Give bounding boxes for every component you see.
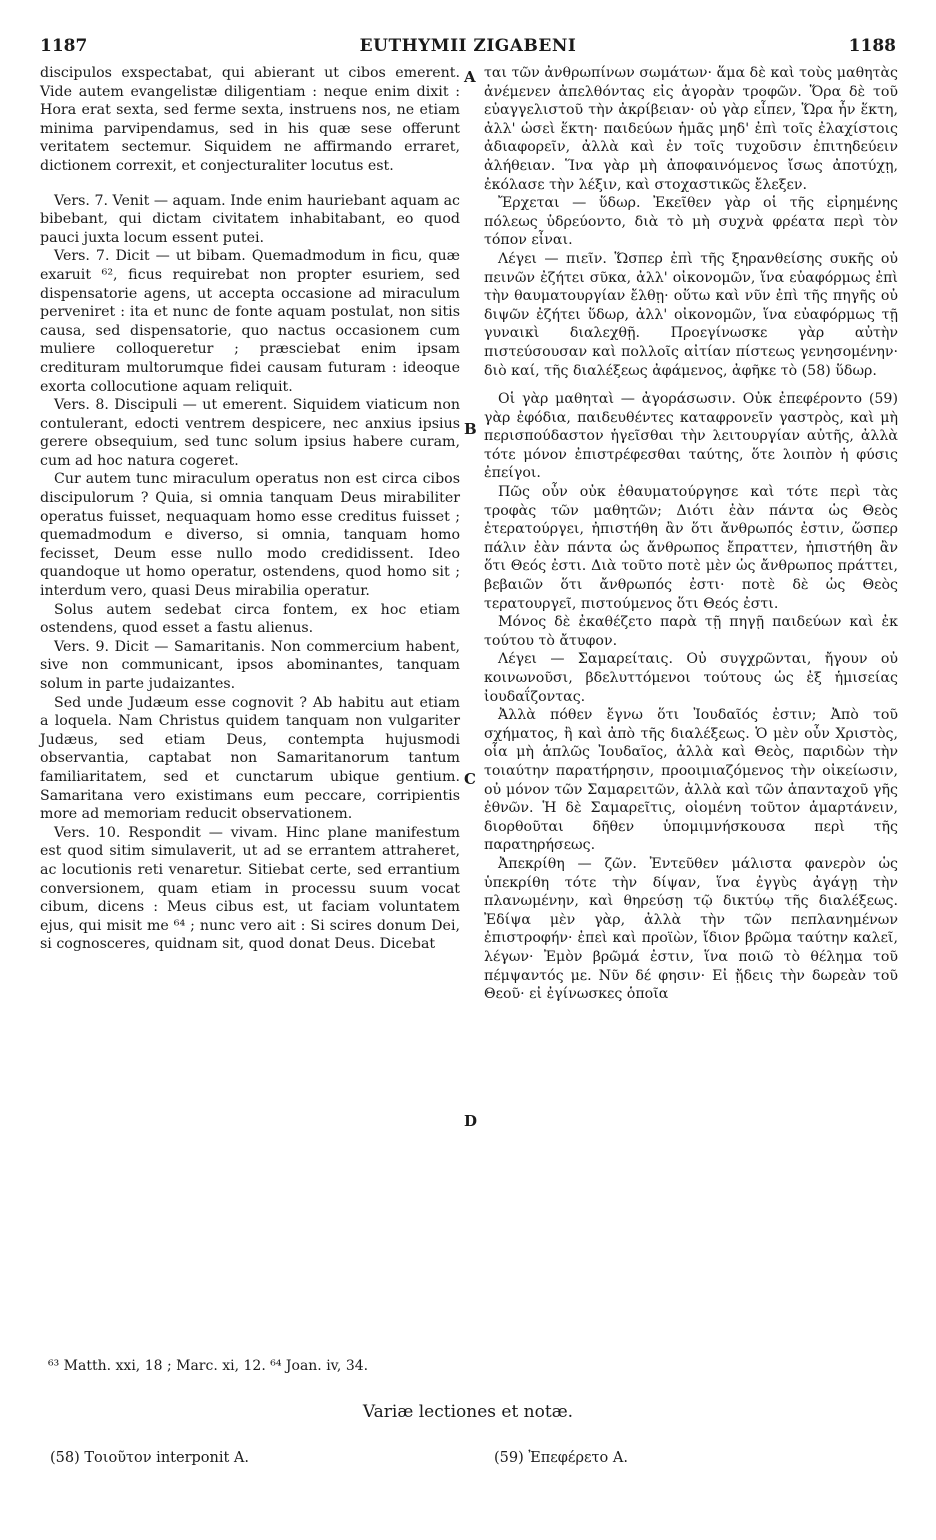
footnotes: ⁶³ Matth. xxi, 18 ; Marc. xi, 12. ⁶⁴ Joan. iv, 34. bbox=[48, 1358, 369, 1374]
latin-paragraph: Vers. 8. Discipuli — ut emerent. Siquidem viaticum non contulerant, edocti ventrem despicere, nec anxius ipsius gerere obsequium, sed tunc solum ipsius habere curam, cum ad hoc natura cogeret. bbox=[40, 397, 460, 469]
greek-paragraph: Ἔρχεται — ὕδωρ. Ἐκεῖθεν γὰρ οἱ τῆς εἰρημένης πόλεως ὑδρεύοντο, διὰ τὸ μὴ συχνὰ φρέατα περὶ τὸν τόπον εἶναι. bbox=[484, 195, 898, 249]
page-header bbox=[0, 36, 936, 62]
margin-marker-d: D bbox=[464, 1112, 478, 1130]
latin-paragraph: Cur autem tunc miraculum operatus non est circa cibos discipulorum ? Quia, si omnia tanquam Deus mirabiliter operatus fuisset, nequaquam homo esse creditus fuisset ; quemadmodum e diverso, si omnia, tanquam homo fecisset, Deum esse nullo modo credidissent. Ideo quandoque ut homo operatur, ostendens, quod homo sit ; interdum vero, quasi Deus mirabilia operatur. bbox=[40, 471, 460, 600]
page-number-left: 1187 bbox=[40, 36, 88, 56]
greek-paragraph: Ἀπεκρίθη — ζῶν. Ἐντεῦθεν μάλιστα φανερὸν ὡς ὑπεκρίθη τότε τὴν δίψαν, ἵνα ἐγγὺς ἀγάγῃ τὴν πλανωμένην, καὶ θηρεύσῃ τῷ δικτύῳ τῆς διαλέξεως. Ἐδίψα μὲν γὰρ, ἀλλὰ τὴν τῶν πεπλανημένων ἐπιστροφήν· ἐπεὶ καὶ προϊὼν, ἴδιον βρῶμα ταύτην καλεῖ, λέγων· Ἐμὸν βρῶμά ἐστιν, ἵνα ποιῶ τὸ θέλημα τοῦ πέμψαντός με. Νῦν δέ φησιν· Εἰ ᾔδεις τὴν δωρεὰν τοῦ Θεοῦ· εἰ ἐγίνωσκες ὁποῖα bbox=[484, 855, 898, 1003]
greek-paragraph: Ἀλλὰ πόθεν ἔγνω ὅτι Ἰουδαῖός ἐστιν; Ἀπὸ τοῦ σχήματος, ἢ καὶ ἀπὸ τῆς διαλέξεως. Ὁ μὲν οὖν Χριστὸς, οἷα μὴ ἁπλῶς Ἰουδαῖος, ἀλλὰ καὶ Θεὸς, παριδὼν τὴν τοιαύτην παρατήρησιν, προοιμιαζόμενος τὴν οἰκείωσιν, οὐ μόνον τῶν Σαμαρειτῶν, ἀλλὰ καὶ τῶν ἁπανταχοῦ γῆς ἐθνῶν. Ἡ δὲ Σαμαρεῖτις, οἰομένη τοῦτον ἁμαρτάνειν, διορθοῦται δῆθεν ὑπομιμνήσκουσα περὶ τῆς παρατηρήσεως. bbox=[484, 707, 898, 854]
greek-paragraph: Μόνος δὲ ἐκαθέζετο παρὰ τῇ πηγῇ παιδεύων καὶ ἐκ τούτου τὸ ἄτυφον. bbox=[484, 614, 898, 649]
page-number-right: 1188 bbox=[848, 36, 896, 56]
greek-paragraph: ται τῶν ἀνθρωπίνων σωμάτων· ἅμα δὲ καὶ τοὺς μαθητὰς ἀνέμενεν ἀπελθόντας εἰς ἀγορὰν τροφῶν. Ὅρα δὲ τοῦ εὐαγγελιστοῦ τὴν ἀκρίβειαν· οὐ γὰρ εἶπεν, Ὥρα ἦν ἕκτη, ἀλλ' ὡσεὶ ἕκτη· παιδεύων ἡμᾶς μηδ' ἐπὶ τοῖς ἐλαχίστοις ἀδιαφορεῖν, ἀλλὰ καὶ ἐν τοῖς τυχοῦσιν ἐπιτηδεύειν ἀλήθειαν. Ἵνα γὰρ μὴ ἀποφαινόμενος ἴσως ἀποτύχῃ, ἐκόλασε τὴν λέξιν, καὶ στοχαστικῶς ἔλεξεν. bbox=[484, 65, 898, 193]
latin-paragraph: discipulos exspectabat, qui abierant ut cibos emerent. Vide autem evangelistæ diligentiam : neque enim dixit : Hora erat sexta, sed ferme sexta, instruens nos, ne etiam minima parvipendamus, sed in his quæ sese offerunt veritatem sectemur. Siquidem ne affirmando erraret, dictionem correxit, et conjecturaliter locutus est. bbox=[40, 65, 460, 174]
margin-marker-b: B bbox=[464, 420, 477, 438]
variant-note-59: (59) Ἐπεφέρετο A. bbox=[494, 1450, 628, 1466]
latin-paragraph: Vers. 7. Dicit — ut bibam. Quemadmodum in ficu, quæ exaruit ⁶², ficus requirebat non propter esuriem, sed dispensatorie agens, ut accepta occasione ad miraculum perveniret : ita et nunc de fonte aquam postulat, non sitis causa, sed dispensatorie, quo nactus occasionem cum muliere colloqueretur ; præsciebat enim ipsam credituram multorumque fidei causam futuram : ideoque exorta collocutione aquam reliquit. bbox=[40, 248, 460, 395]
margin-marker-a: A bbox=[464, 68, 476, 86]
margin-marker-c: C bbox=[464, 770, 476, 788]
greek-paragraph: Λέγει — πιεῖν. Ὥσπερ ἐπὶ τῆς ξηρανθείσης συκῆς οὐ πεινῶν ἐζήτει σῦκα, ἀλλ' οἰκονομῶν, ἵνα εὐαφόρμως ἐπὶ τὴν θαυματουργίαν ἔλθῃ· οὕτω καὶ νῦν ἐπὶ τῆς πηγῆς οὐ διψῶν ἐζήτει ὕδωρ, ἀλλ' οἰκονομῶν, ἵνα εὐαφόρμως τῇ γυναικὶ διαλεχθῇ. Προεγίνωσκε γὰρ αὐτὴν πιστεύσουσαν καὶ πολλοῖς αἰτίαν πίστεως γενησομένην· διὸ καί, τῆς διαλέξεως ἀφάμενος, ἀφῆκε τὸ (58) ὕδωρ. bbox=[484, 250, 898, 379]
running-title: EUTHYMII ZIGABENI bbox=[359, 36, 577, 56]
latin-paragraph: Sed unde Judæum esse cognovit ? Ab habitu aut etiam a loquela. Nam Christus quidem tanquam non vulgariter Judæus, sed etiam Deus, contempta hujusmodi observantia, captabat non Samaritanorum tantum familiaritatem, sed et cunctarum ubique gentium. Samaritana vero existimans eum peccare, corripientis more ad memoriam reducit observationem. bbox=[40, 694, 460, 823]
greek-paragraph: Πῶς οὖν οὐκ ἐθαυματούργησε καὶ τότε περὶ τὰς τροφὰς τῶν μαθητῶν; Διότι ἐὰν πάντα ὡς Θεὸς ἐτερατούργει, ἠπιστήθη ἂν ὅτι ἄνθρωπός ἐστιν, ὥσπερ πάλιν ἐὰν πάντα ὡς ἄνθρωπος ἔπραττεν, ἠπιστήθη ἂν ὅτι Θεός ἐστι. Διὰ τοῦτο ποτὲ μὲν ὡς ἄνθρωπος πράττει, βεβαιῶν ὅτι ἄνθρωπός ἐστι· ποτὲ δὲ ὡς Θεὸς τερατουργεῖ, πιστούμενος ὅτι Θεός ἐστι. bbox=[484, 484, 898, 612]
greek-paragraph: Λέγει — Σαμαρείταις. Οὐ συγχρῶνται, ἤγουν οὐ κοινωνοῦσι, βδελυττόμενοι τούτους ὡς ἐξ ἡμισείας ἰουδαΐζοντας. bbox=[484, 651, 898, 705]
latin-paragraph: Vers. 10. Respondit — vivam. Hinc plane manifestum est quod sitim simulaverit, ut ad se errantem attraheret, ac locutionis reti venaretur. Sitiebat certe, sed errantium conversionem, quam etiam in processu suum vocat cibum, dicens : Meus cibus est, ut faciam voluntatem ejus, qui misit me ⁶⁴ ; nunc vero ait : Si scires donum Dei, si cognosceres, quidnam sit, quod donat Deus. Dicebat bbox=[40, 824, 460, 953]
latin-paragraph: Solus autem sedebat circa fontem, ex hoc etiam ostendens, quod esset a fastu alienus. bbox=[40, 601, 460, 637]
greek-paragraph: Οἱ γὰρ μαθηταὶ — ἀγοράσωσιν. Οὐκ ἐπεφέροντο (59) γὰρ ἐφόδια, παιδευθέντες καταφρονεῖν γαστρὸς, καὶ μὴ περισπούδαστον ἡγεῖσθαι τὴν λειτουργίαν αὐτῆς, ἀλλὰ τότε μόνον ἐπιστρέφεσθαι ταύτης, ὅτε λοιπὸν ἡ φύσις ἐπείγοι. bbox=[484, 391, 898, 482]
latin-column bbox=[40, 64, 460, 954]
latin-paragraph: Vers. 7. Venit — aquam. Inde enim hauriebant aquam ac bibebant, qui dictam civitatem inhabitabant, eo quod pauci juxta locum essent putei. bbox=[40, 192, 460, 246]
variant-note-58: (58) Τοιοῦτον interponit A. bbox=[50, 1450, 249, 1466]
latin-paragraph: Vers. 9. Dicit — Samaritanis. Non commercium habent, sive non communicant, ipsos abominantes, tanquam solum in parte judaizantes. bbox=[40, 638, 460, 692]
variants-heading: Variæ lectiones et notæ. bbox=[362, 1402, 574, 1422]
greek-column bbox=[484, 64, 898, 1004]
